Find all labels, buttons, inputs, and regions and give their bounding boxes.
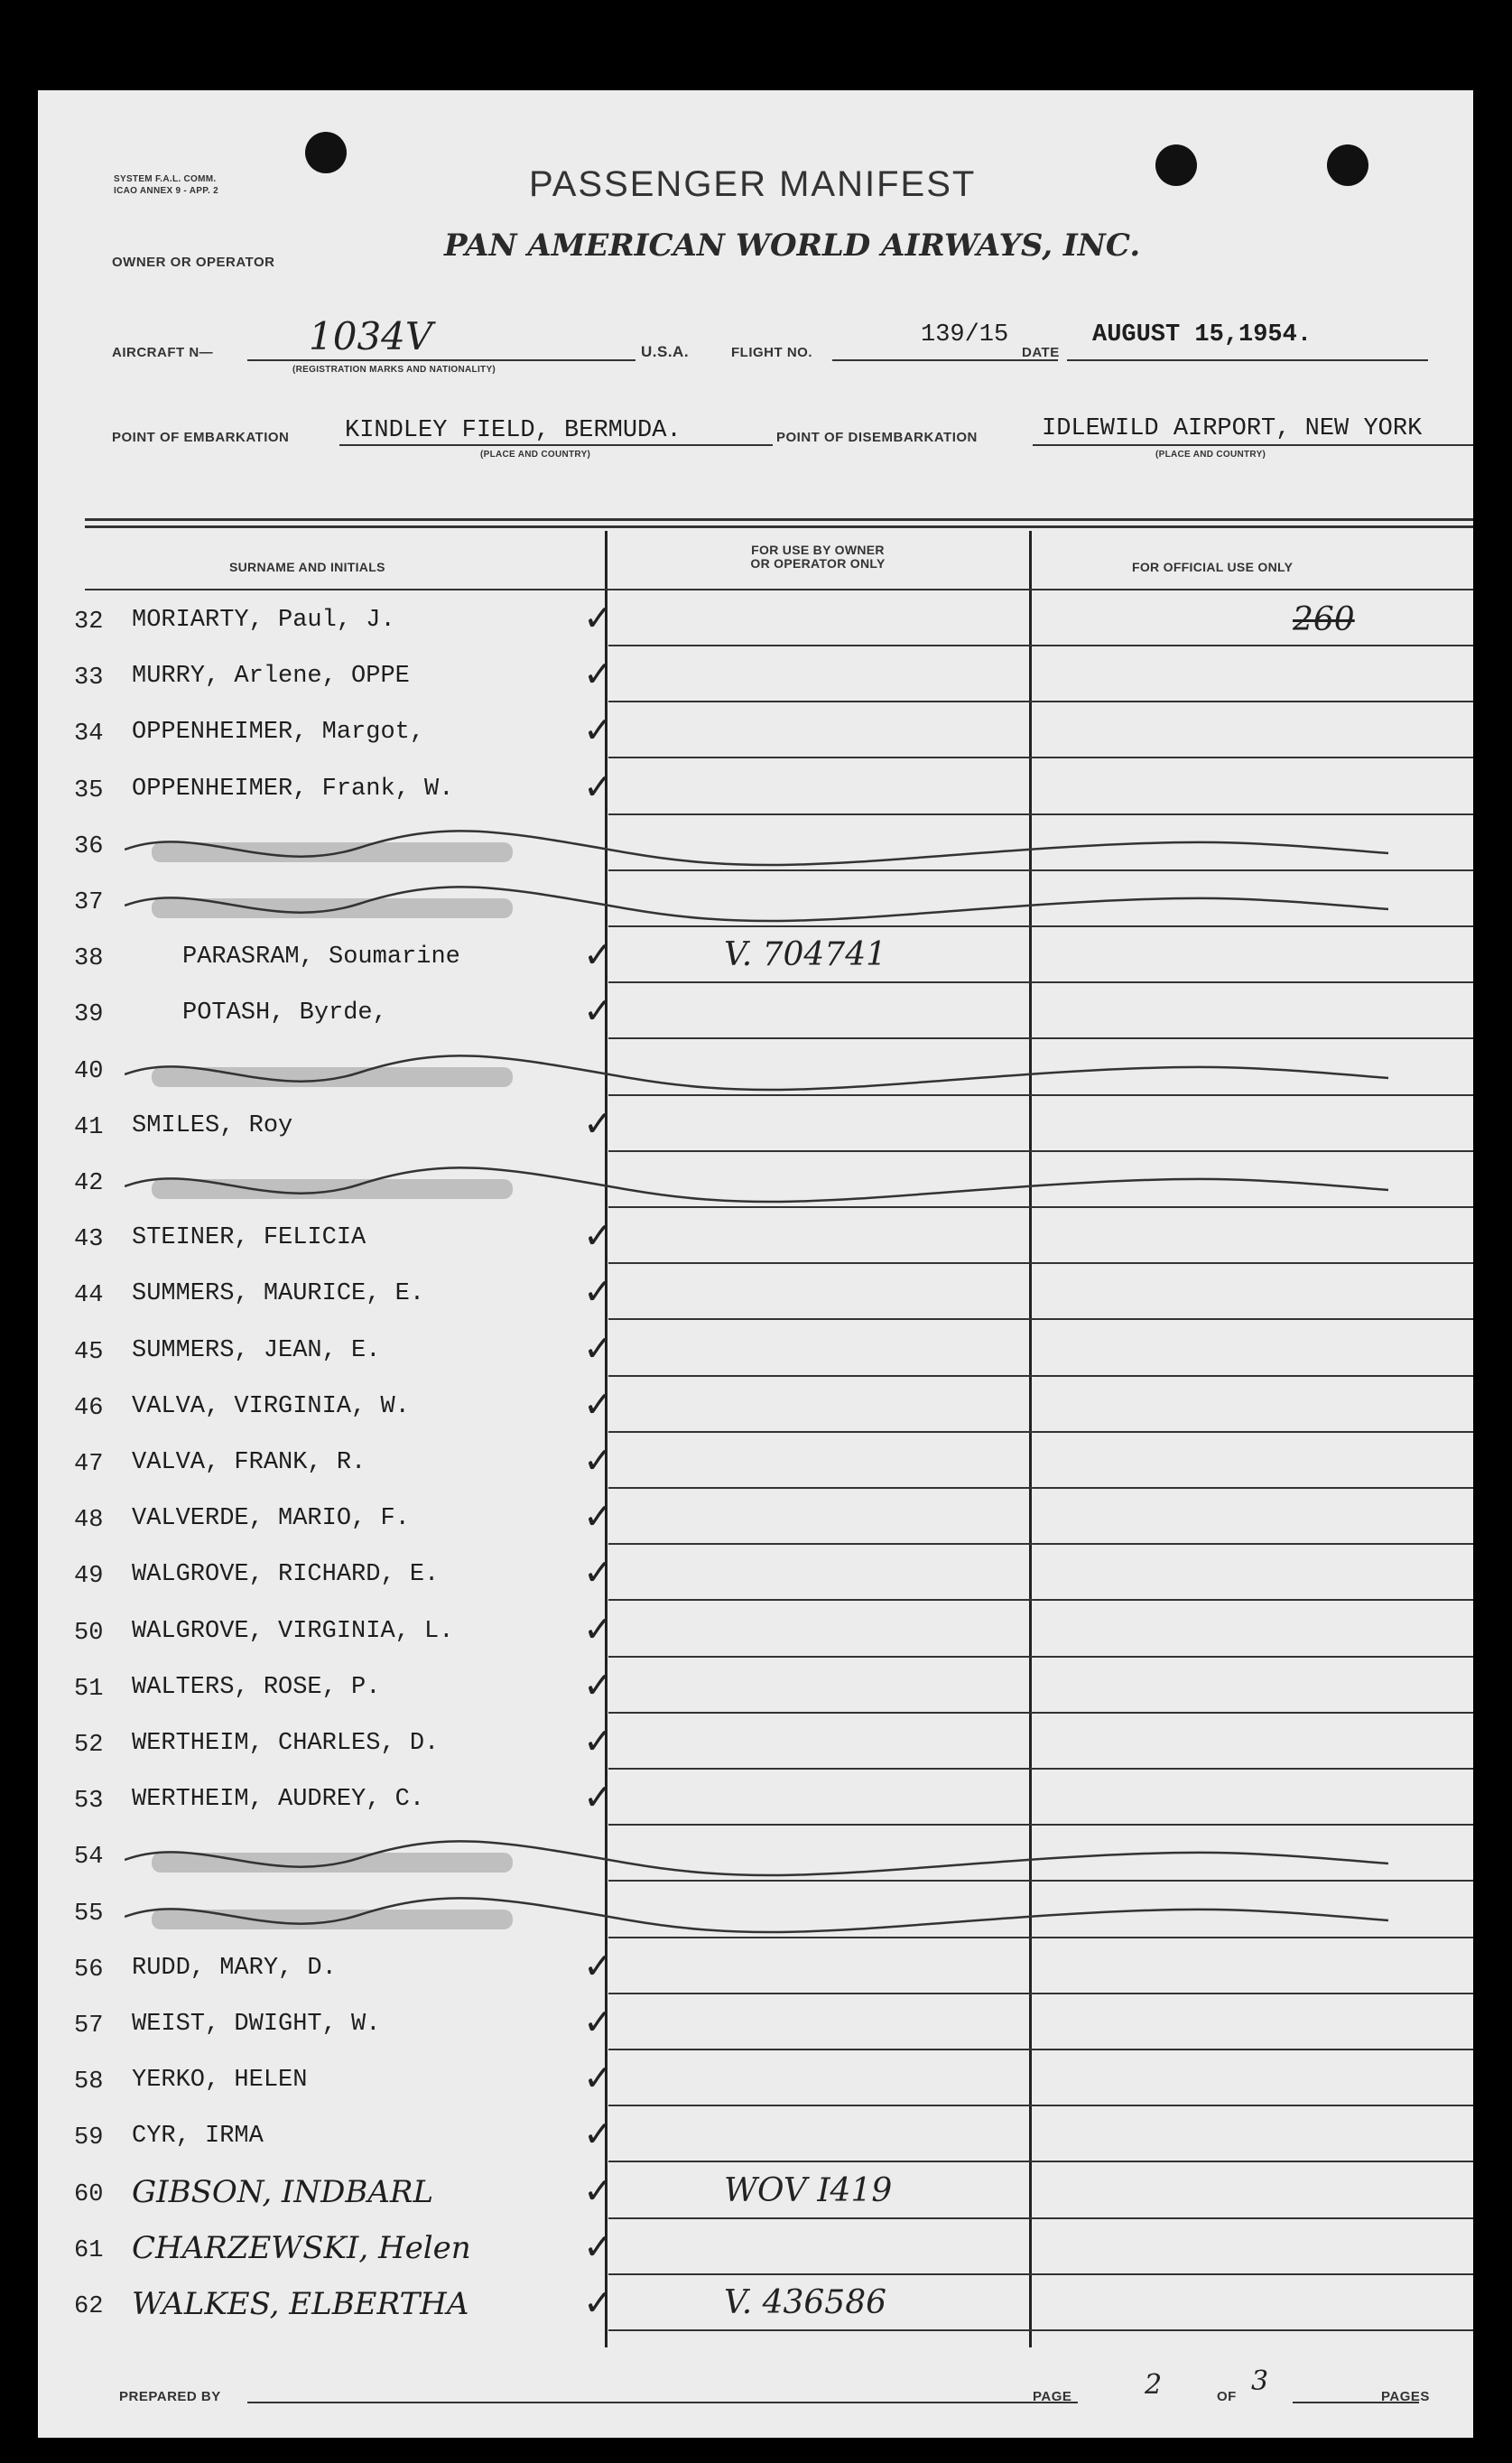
row-number: 53 — [74, 1788, 104, 1815]
page-title: PASSENGER MANIFEST — [529, 164, 977, 204]
passenger-name: SUMMERS, MAURICE, E. — [132, 1280, 425, 1307]
passenger-name: CHARZEWSKI, Helen — [132, 2230, 471, 2266]
row-rule — [608, 757, 1473, 758]
checkmark-icon: ✓ — [583, 1496, 614, 1538]
passenger-name: VALVA, VIRGINIA, W. — [132, 1393, 410, 1420]
passenger-name: WERTHEIM, AUDREY, C. — [132, 1786, 425, 1813]
row-number: 42 — [74, 1170, 104, 1197]
passenger-name: YERKO, HELEN — [132, 2067, 308, 2094]
row-rule — [608, 1431, 1473, 1433]
passenger-name: VALVA, FRANK, R. — [132, 1449, 366, 1476]
manifest-sheet — [38, 90, 1473, 2438]
checkmark-icon: ✓ — [583, 1440, 614, 1482]
embark-value: KINDLEY FIELD, BERMUDA. — [345, 417, 682, 444]
of-label: OF — [1217, 2389, 1237, 2404]
prepared-underline — [247, 2402, 1078, 2403]
row-rule — [608, 1487, 1473, 1489]
passenger-name: WERTHEIM, CHARLES, D. — [132, 1730, 440, 1757]
date-value: AUGUST 15,1954. — [1092, 321, 1313, 349]
header-official-use: FOR OFFICIAL USE ONLY — [1132, 560, 1294, 574]
system-reference — [114, 173, 218, 197]
passenger-name: PARASRAM, Soumarine — [182, 943, 460, 971]
row-rule — [608, 981, 1473, 983]
strike-through-scribble — [125, 878, 1406, 933]
passenger-name: OPPENHEIMER, Margot, — [132, 719, 425, 746]
date-underline — [1067, 359, 1428, 361]
checkmark-icon: ✓ — [583, 1103, 614, 1145]
row-number: 34 — [74, 720, 104, 748]
checkmark-icon: ✓ — [583, 1665, 614, 1706]
row-rule — [608, 2273, 1473, 2275]
passenger-name: VALVERDE, MARIO, F. — [132, 1505, 410, 1532]
row-number: 43 — [74, 1226, 104, 1253]
passenger-name: STEINER, FELICIA — [132, 1224, 366, 1251]
row-rule — [608, 701, 1473, 702]
strike-through-scribble — [125, 1047, 1406, 1101]
passenger-name: MURRY, Arlene, OPPE — [132, 663, 410, 690]
checkmark-icon: ✓ — [583, 1384, 614, 1426]
row-number: 58 — [74, 2068, 104, 2096]
checkmark-icon: ✓ — [583, 654, 614, 695]
page-label: PAGE — [1033, 2389, 1072, 2404]
row-rule — [608, 2105, 1473, 2106]
checkmark-icon: ✓ — [583, 1777, 614, 1818]
registration-note: (REGISTRATION MARKS AND NATIONALITY) — [292, 365, 496, 375]
row-number: 54 — [74, 1844, 104, 1871]
punch-hole — [1155, 144, 1197, 186]
header-rule — [85, 589, 1473, 590]
row-number: 48 — [74, 1507, 104, 1534]
row-number: 39 — [74, 1001, 104, 1028]
page-value: 2 — [1145, 2369, 1163, 2401]
passenger-name: CYR, IRMA — [132, 2123, 264, 2150]
passenger-name: POTASH, Byrde, — [182, 999, 387, 1027]
system-ref-line-1: SYSTEM F.A.L. COMM. — [114, 174, 217, 184]
row-rule — [608, 1712, 1473, 1714]
embark-label: POINT OF EMBARKATION — [112, 430, 290, 445]
row-rule — [608, 1375, 1473, 1377]
row-number: 52 — [74, 1732, 104, 1759]
passenger-name: SUMMERS, JEAN, E. — [132, 1337, 381, 1364]
checkmark-icon: ✓ — [583, 767, 614, 808]
strike-through-scribble — [125, 1833, 1406, 1887]
punch-hole — [305, 132, 347, 173]
passenger-name: RUDD, MARY, D. — [132, 1955, 337, 1982]
disembark-place-note: (PLACE AND COUNTRY) — [1155, 450, 1266, 460]
header-surname: SURNAME AND INITIALS — [229, 560, 385, 574]
strike-through-scribble — [125, 823, 1406, 877]
embark-place-note: (PLACE AND COUNTRY) — [480, 450, 591, 460]
disembark-label: POINT OF DISEMBARKATION — [776, 430, 978, 445]
row-number: 50 — [74, 1620, 104, 1647]
table-top-rule — [85, 525, 1473, 528]
checkmark-icon: ✓ — [583, 2170, 614, 2212]
row-number: 59 — [74, 2124, 104, 2152]
checkmark-icon: ✓ — [583, 2002, 614, 2043]
row-rule — [608, 1037, 1473, 1039]
row-rule — [608, 2329, 1473, 2331]
of-value: 3 — [1251, 2365, 1269, 2397]
aircraft-underline — [247, 359, 635, 361]
aircraft-value: 1034V — [309, 314, 433, 358]
row-number: 47 — [74, 1451, 104, 1478]
row-rule — [608, 2217, 1473, 2219]
checkmark-icon: ✓ — [583, 2058, 614, 2099]
row-rule — [608, 2049, 1473, 2050]
checkmark-icon: ✓ — [583, 1721, 614, 1762]
owner-value: PAN AMERICAN WORLD AIRWAYS, INC. — [444, 228, 1141, 264]
owner-note: WOV I419 — [724, 2172, 893, 2209]
passenger-name: WALGROVE, RICHARD, E. — [132, 1561, 440, 1588]
checkmark-icon: ✓ — [583, 1215, 614, 1257]
row-number: 56 — [74, 1956, 104, 1984]
row-rule — [608, 813, 1473, 815]
row-rule — [608, 1824, 1473, 1826]
owner-note: V. 436586 — [724, 2284, 887, 2321]
checkmark-icon: ✓ — [583, 598, 614, 639]
date-label: DATE — [1022, 345, 1060, 360]
row-number: 46 — [74, 1395, 104, 1422]
passenger-name: GIBSON, INDBARL — [132, 2174, 434, 2210]
row-number: 45 — [74, 1339, 104, 1366]
header-owner-line-1: FOR USE BY OWNER — [751, 543, 885, 557]
passenger-name: MORIARTY, Paul, J. — [132, 607, 395, 634]
row-number: 35 — [74, 777, 104, 804]
aircraft-label: AIRCRAFT N— — [112, 345, 214, 360]
row-rule — [608, 1656, 1473, 1658]
strike-through-scribble — [125, 1890, 1406, 1944]
passenger-name: WALGROVE, VIRGINIA, L. — [132, 1618, 454, 1645]
row-rule — [608, 1599, 1473, 1601]
column-divider — [1029, 531, 1032, 2347]
header-owner-line-2: OR OPERATOR ONLY — [750, 556, 886, 571]
checkmark-icon: ✓ — [583, 2226, 614, 2268]
owner-note: V. 704741 — [724, 936, 887, 973]
row-rule — [608, 1543, 1473, 1545]
row-number: 32 — [74, 609, 104, 636]
header-owner-use — [710, 544, 926, 571]
row-number: 37 — [74, 889, 104, 916]
checkmark-icon: ✓ — [583, 1946, 614, 1987]
row-rule — [608, 1768, 1473, 1770]
embark-underline — [339, 444, 773, 446]
passenger-name: OPPENHEIMER, Frank, W. — [132, 776, 454, 803]
official-note: 260 — [1293, 601, 1355, 638]
passenger-name: WALKES, ELBERTHA — [132, 2286, 469, 2322]
pages-label: PAGES — [1381, 2389, 1430, 2404]
flight-value: 139/15 — [921, 321, 1009, 349]
passenger-name: WALTERS, ROSE, P. — [132, 1674, 381, 1701]
flight-label: FLIGHT NO. — [731, 345, 812, 360]
owner-label: OWNER OR OPERATOR — [112, 255, 275, 270]
row-number: 57 — [74, 2012, 104, 2040]
disembark-underline — [1033, 444, 1473, 446]
system-ref-line-2: ICAO ANNEX 9 - APP. 2 — [114, 186, 218, 196]
strike-through-scribble — [125, 1159, 1406, 1213]
prepared-label: PREPARED BY — [119, 2389, 221, 2404]
row-number: 38 — [74, 945, 104, 972]
checkmark-icon: ✓ — [583, 990, 614, 1032]
checkmark-icon: ✓ — [583, 1328, 614, 1370]
checkmark-icon: ✓ — [583, 2282, 614, 2324]
table-top-rule — [85, 518, 1473, 521]
row-number: 40 — [74, 1058, 104, 1085]
punch-hole — [1327, 144, 1368, 186]
row-rule — [608, 1993, 1473, 1994]
row-number: 44 — [74, 1282, 104, 1309]
row-number: 60 — [74, 2181, 104, 2208]
row-rule — [608, 1150, 1473, 1152]
checkmark-icon: ✓ — [583, 2114, 614, 2155]
passenger-name: SMILES, Roy — [132, 1112, 293, 1139]
checkmark-icon: ✓ — [583, 1552, 614, 1594]
row-rule — [608, 2161, 1473, 2162]
row-number: 61 — [74, 2237, 104, 2264]
disembark-value: IDLEWILD AIRPORT, NEW YORK — [1042, 415, 1423, 442]
checkmark-icon: ✓ — [583, 1609, 614, 1650]
row-rule — [608, 1262, 1473, 1264]
checkmark-icon: ✓ — [583, 934, 614, 976]
checkmark-icon: ✓ — [583, 710, 614, 751]
row-number: 62 — [74, 2293, 104, 2320]
passenger-name: WEIST, DWIGHT, W. — [132, 2011, 381, 2038]
row-number: 41 — [74, 1114, 104, 1141]
row-rule — [608, 1318, 1473, 1320]
row-number: 36 — [74, 833, 104, 860]
row-number: 51 — [74, 1676, 104, 1703]
row-number: 33 — [74, 665, 104, 692]
row-number: 49 — [74, 1563, 104, 1590]
usa-label: U.S.A. — [641, 343, 690, 360]
checkmark-icon: ✓ — [583, 1271, 614, 1313]
row-rule — [608, 645, 1473, 646]
row-number: 55 — [74, 1901, 104, 1928]
